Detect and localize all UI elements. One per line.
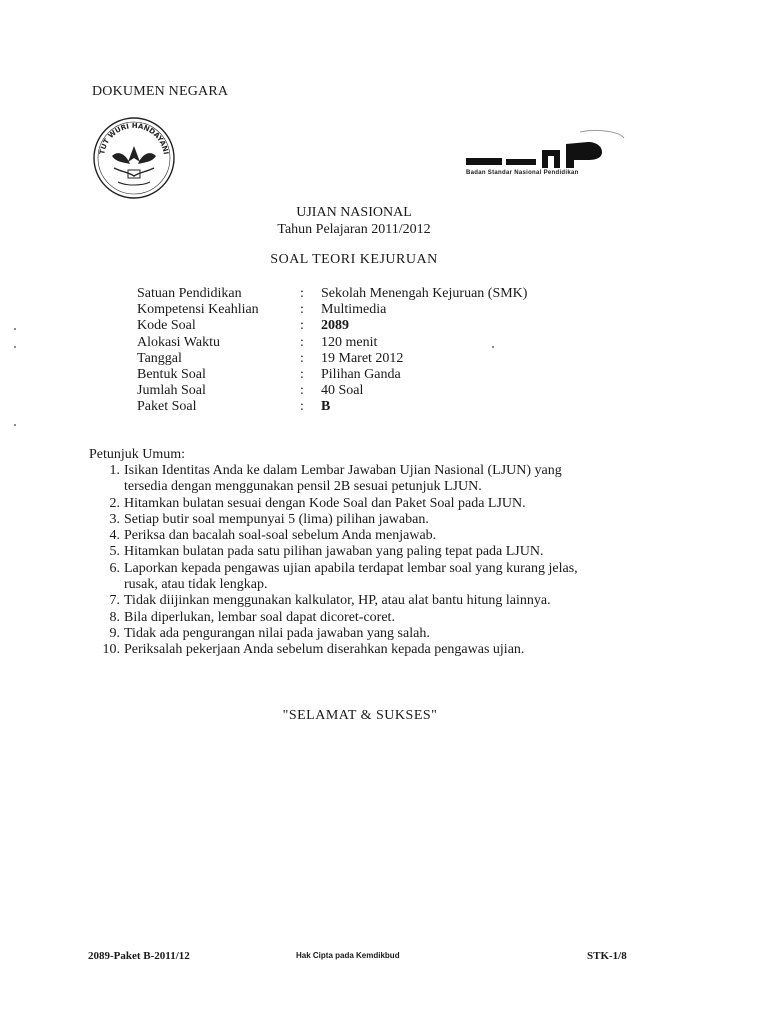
instruction-number: 4.: [109, 528, 120, 544]
exam-subject: SOAL TEORI KEJURUAN: [270, 252, 438, 267]
info-row: [137, 351, 527, 367]
instruction-item: [89, 561, 649, 594]
instruction-text: Setiap butir soal mempunyai 5 (lima) pilihan jawaban.: [124, 511, 429, 527]
scan-speck: [14, 424, 16, 426]
info-row: [137, 302, 527, 318]
instruction-number: 1.: [109, 463, 120, 478]
instruction-item: [89, 642, 649, 658]
instruction-number: 8.: [109, 609, 120, 625]
info-value: 2089: [321, 318, 349, 334]
instruction-number: 7.: [109, 593, 120, 609]
instruction-item: [89, 544, 649, 560]
instruction-text: rusak, atau tidak lengkap.: [124, 577, 268, 593]
info-separator: :: [300, 302, 304, 318]
info-label: Kompetensi Keahlian: [137, 302, 259, 318]
info-value: 40 Soal: [321, 383, 364, 399]
info-label: Kode Soal: [137, 318, 196, 334]
instruction-item: [89, 593, 649, 609]
exam-year: Tahun Pelajaran 2011/2012: [277, 222, 431, 237]
instruction-item: [89, 528, 649, 544]
info-separator: :: [300, 350, 304, 366]
bsnp-caption: Badan Standar Nasional Pendidikan: [466, 170, 579, 176]
instruction-item: [89, 626, 649, 642]
info-row: [137, 383, 527, 399]
info-value: Pilihan Ganda: [321, 366, 401, 382]
instruction-number: 10.: [102, 642, 120, 658]
info-separator: :: [300, 399, 304, 415]
instruction-text: Laporkan kepada pengawas ujian apabila terdapat lembar soal yang kurang jelas,: [124, 560, 578, 576]
exam-info-table: [137, 286, 527, 416]
info-separator: :: [300, 286, 304, 301]
info-value: Multimedia: [321, 302, 387, 318]
instructions-list: [89, 463, 649, 659]
info-label: Paket Soal: [137, 399, 197, 415]
footer-page-number: STK-1/8: [587, 950, 627, 962]
footer-copyright: Hak Cipta pada Kemdikbud: [296, 951, 400, 960]
instruction-number: 6.: [109, 560, 120, 576]
instruction-text: Bila diperlukan, lembar soal dapat dicoret-coret.: [124, 609, 395, 625]
info-separator: :: [300, 383, 304, 399]
instruction-number: 5.: [109, 544, 120, 560]
scan-speck: [492, 346, 494, 348]
scan-speck: [14, 328, 16, 330]
info-value: B: [321, 399, 331, 415]
instruction-text: tersedia dengan menggunakan pensil 2B sesuai petunjuk LJUN.: [124, 479, 482, 495]
instruction-text: Hitamkan bulatan sesuai dengan Kode Soal dan Paket Soal pada LJUN.: [124, 495, 526, 511]
scan-speck: [14, 346, 16, 348]
info-label: Jumlah Soal: [137, 383, 206, 399]
exam-title: UJIAN NASIONAL: [296, 205, 412, 220]
instruction-item: [89, 610, 649, 626]
info-row: [137, 286, 527, 302]
footer-document-code: 2089-Paket B-2011/12: [88, 950, 190, 962]
tut-wuri-handayani-emblem: [88, 110, 180, 202]
instruction-text: Tidak ada pengurangan nilai pada jawaban yang salah.: [124, 625, 430, 641]
info-separator: :: [300, 318, 304, 334]
instruction-number: 2.: [109, 495, 120, 511]
instruction-text: Periksa dan bacalah soal-soal sebelum Anda menjawab.: [124, 528, 437, 544]
info-row: [137, 335, 527, 351]
info-separator: :: [300, 334, 304, 350]
instruction-text: Isikan Identitas Anda ke dalam Lembar Jawaban Ujian Nasional (LJUN) yang: [124, 463, 562, 478]
info-value: Sekolah Menengah Kejuruan (SMK): [321, 286, 528, 301]
info-separator: :: [300, 366, 304, 382]
instruction-number: 9.: [109, 625, 120, 641]
emblem-motto: TUT WURI HANDAYANI: [98, 121, 170, 156]
info-label: Bentuk Soal: [137, 366, 206, 382]
instruction-text: Periksalah pekerjaan Anda sebelum diserahkan kepada pengawas ujian.: [124, 642, 525, 658]
instruction-text: Tidak diijinkan menggunakan kalkulator, HP, atau alat bantu hitung lainnya.: [124, 593, 551, 609]
info-value: 19 Maret 2012: [321, 350, 404, 366]
document-header-label: DOKUMEN NEGARA: [92, 84, 229, 99]
closing-message: "SELAMAT & SUKSES": [282, 708, 438, 723]
info-label: Alokasi Waktu: [137, 334, 220, 350]
instructions-title: Petunjuk Umum:: [89, 447, 186, 462]
info-row: [137, 399, 527, 415]
instruction-item: [89, 496, 649, 512]
instruction-item: [89, 512, 649, 528]
info-label: Satuan Pendidikan: [137, 286, 242, 301]
info-row: [137, 318, 527, 334]
instruction-text: Hitamkan bulatan pada satu pilihan jawaban yang paling tepat pada LJUN.: [124, 544, 544, 560]
info-value: 120 menit: [321, 334, 378, 350]
info-row: [137, 367, 527, 383]
instruction-item: [89, 463, 649, 496]
info-label: Tanggal: [137, 350, 182, 366]
instruction-number: 3.: [109, 511, 120, 527]
